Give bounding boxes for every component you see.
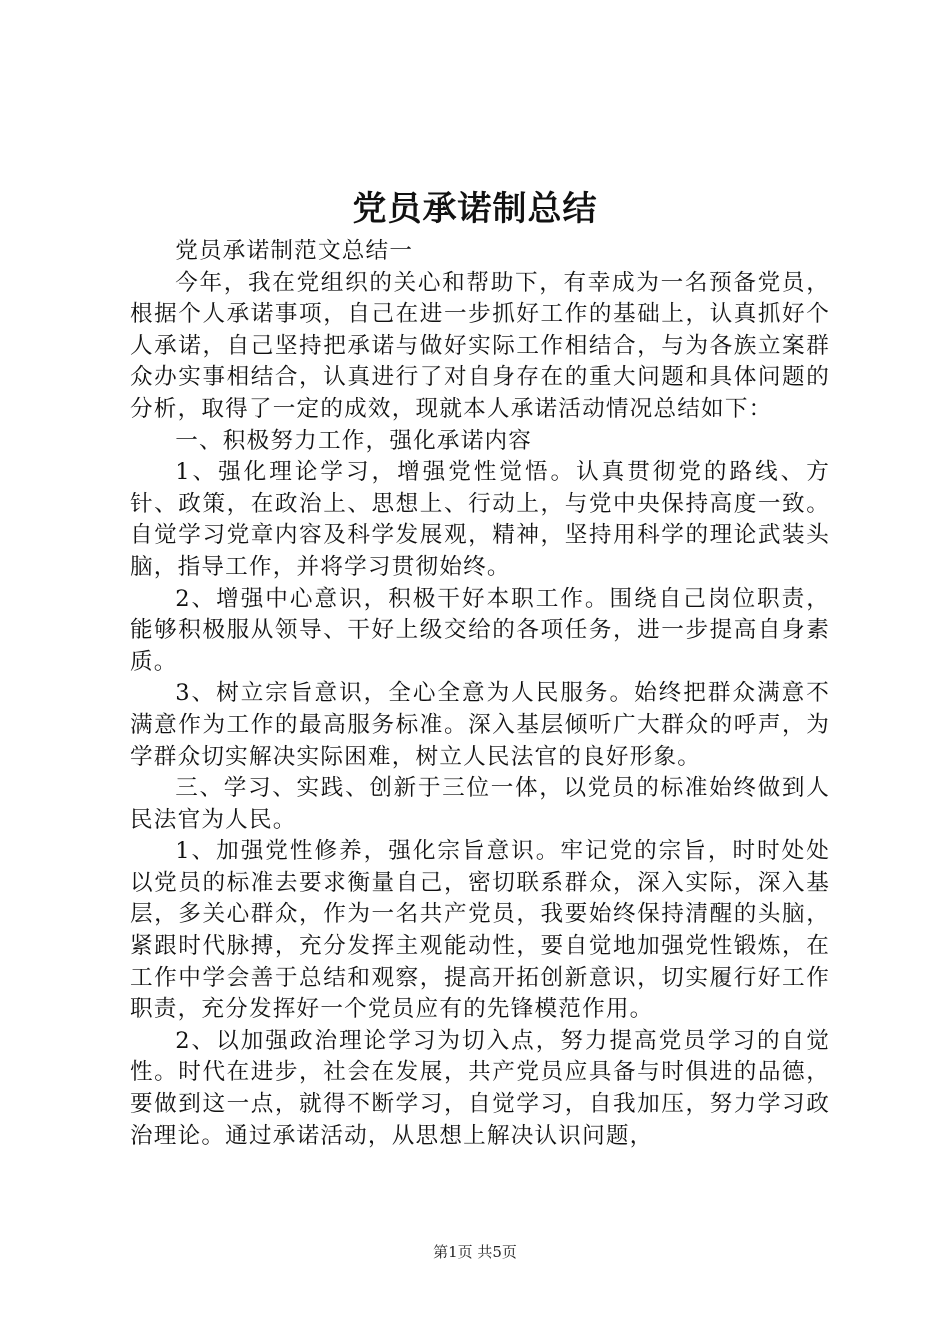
intro-paragraph: 今年，我在党组织的关心和帮助下，有幸成为一名预备党员，根据个人承诺事项，自己在进一步抓好工作的基础上，认真抓好个人承诺，自己坚持把承诺与做好实际工作相结合，与为各族立案群众办实事相结合，认真进行了对自身存在的重大问题和具体问题的分析，取得了一定的成效，现就本人承诺活动情况总结如下： xyxy=(130,269,830,422)
paragraph-item-5: 2、以加强政治理论学习为切入点，努力提高党员学习的自觉性。时代在进步，社会在发展，共产党员应具备与时俱进的品德，要做到这一点，就得不断学习，自觉学习，自我加压，努力学习政治理论。通过承诺活动，从思想上解决认识问题， xyxy=(130,1027,830,1149)
section-heading-3: 三、学习、实践、创新于三位一体，以党员的标准始终做到人民法官为人民。 xyxy=(130,775,830,833)
document-body xyxy=(130,236,830,1152)
document-title: 党员承诺制总结 xyxy=(352,189,598,229)
section-heading-1: 一、积极努力工作，强化承诺内容 xyxy=(175,427,533,454)
paragraph-item-4: 1、加强党性修养，强化宗旨意识。牢记党的宗旨，时时处处以党员的标准去要求衡量自己，密切联系群众，深入实际，深入基层，多关心群众，作为一名共产党员，我要始终保持清醒的头脑，紧跟时代脉搏，充分发挥主观能动性，要自觉地加强党性锻炼，在工作中学会善于总结和观察，提高开拓创新意识，切实履行好工作职责，充分发挥好一个党员应有的先锋模范作用。 xyxy=(130,838,830,1023)
paragraph-item-1: 1、强化理论学习，增强党性觉悟。认真贯彻党的路线、方针、政策，在政治上、思想上、行动上，与党中央保持高度一致。自觉学习党章内容及科学发展观，精神，坚持用科学的理论武装头脑，指导工作，并将学习贯彻始终。 xyxy=(130,459,830,580)
section-subtitle: 党员承诺制范文总结一 xyxy=(175,238,414,264)
paragraph-item-2: 2、增强中心意识，积极干好本职工作。围绕自己岗位职责，能够积极服从领导、干好上级交给的各项任务，进一步提高自身素质。 xyxy=(130,585,830,675)
paragraph-item-3: 3、树立宗旨意识，全心全意为人民服务。始终把群众满意不满意作为工作的最高服务标准。深入基层倾听广大群众的呼声，为学群众切实解决实际困难，树立人民法官的良好形象。 xyxy=(130,680,830,770)
page-number-footer: 第1页 共5页 xyxy=(433,1243,517,1261)
